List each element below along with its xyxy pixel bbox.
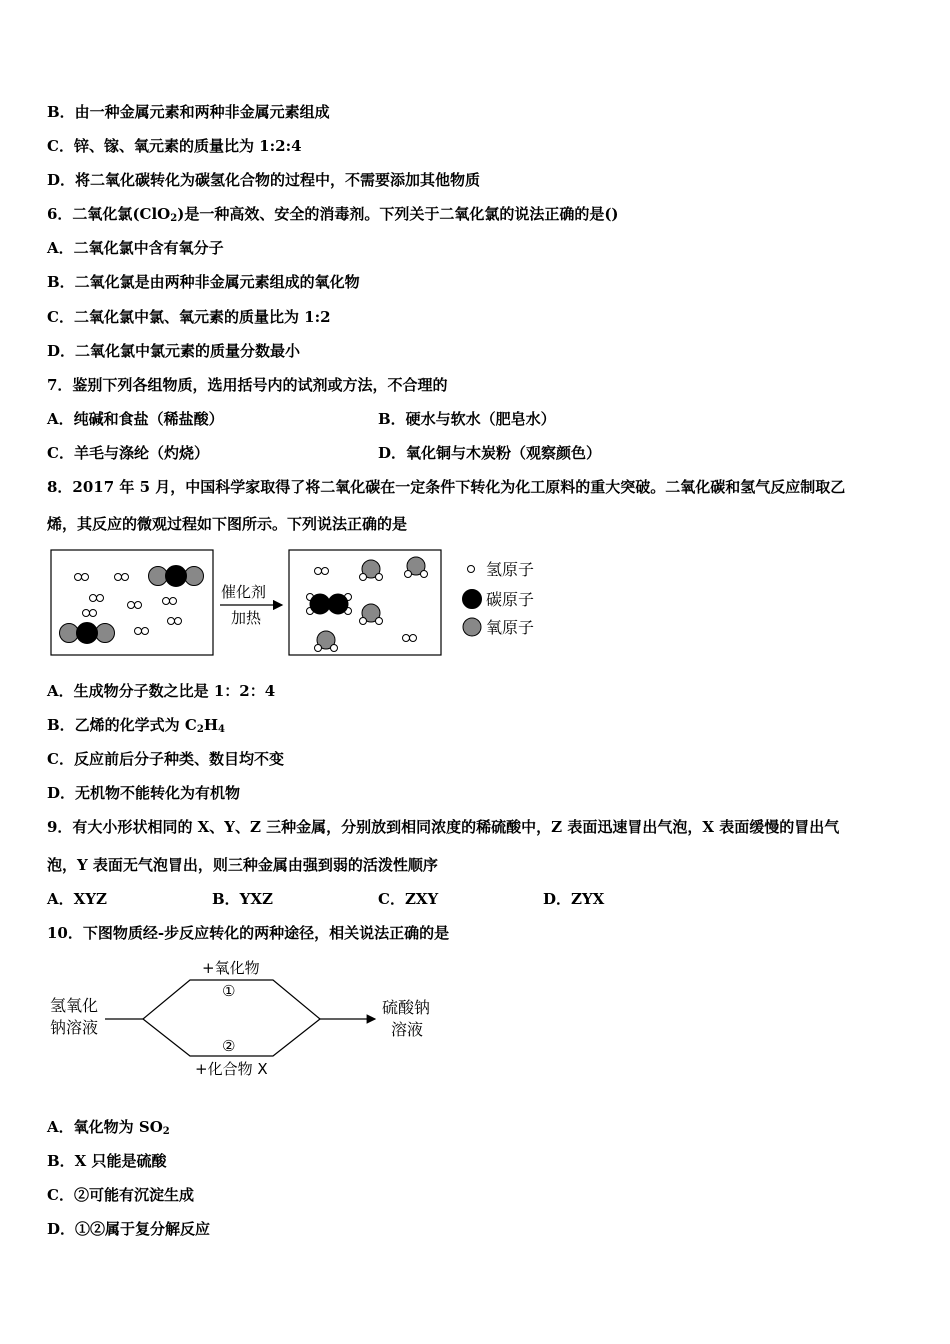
route-1-reagent: +氧化物 (202, 959, 260, 977)
legend-hydrogen: 氢原子 (486, 560, 535, 579)
q7-option-c: C．羊毛与涤纶（灼烧） (47, 444, 209, 462)
route-1-marker: ① (222, 982, 236, 1000)
q10-route-diagram (45, 952, 445, 1082)
end-substance-line2: 溶液 (391, 1020, 424, 1039)
q8-stem-line2: 烯，其反应的微观过程如下图所示。下列说法正确的是 (47, 515, 408, 533)
q8-option-a: A．生成物分子数之比是 1：2：4 (47, 682, 276, 700)
oxygen-atom-legend-icon (463, 618, 481, 636)
q9-option-d: D．ZYX (543, 890, 605, 908)
q8-stem-line1: 8．2017 年 5 月，中国科学家取得了将二氧化碳在一定条件下转化为化工原料的重大突破。二氧化碳和氢气反应制取乙 (47, 478, 846, 496)
q5-option-d: D．将二氧化碳转化为碳氢化合物的过程中，不需要添加其他物质 (47, 171, 481, 189)
q7-stem: 7．鉴别下列各组物质，选用括号内的试剂或方法，不合理的 (47, 376, 448, 394)
q7-option-d: D．氧化铜与木炭粉（观察颜色） (378, 444, 602, 462)
start-substance-line1: 氢氧化 (50, 996, 99, 1015)
q10-option-c: C．②可能有沉淀生成 (47, 1186, 194, 1204)
hydrogen-atom-legend-icon (468, 566, 475, 573)
carbon-atom-legend-icon (463, 590, 482, 609)
q9-option-b: B．YXZ (212, 890, 273, 908)
q9-option-c: C．ZXY (378, 890, 439, 908)
q9-stem-line1: 9．有大小形状相同的 X、Y、Z 三种金属，分别放到相同浓度的稀硫酸中，Z 表面迅速冒出气泡，X 表面缓慢的冒出气 (47, 818, 840, 836)
q10-option-a: A．氧化物为 $SO_2$ (47, 1118, 170, 1137)
q8-option-d: D．无机物不能转化为有机物 (47, 784, 241, 802)
route-2-marker: ② (222, 1037, 236, 1055)
legend-carbon: 碳原子 (486, 590, 535, 609)
q8-option-c: C．反应前后分子种类、数目均不变 (47, 750, 284, 768)
q7-option-b: B．硬水与软水（肥皂水） (378, 410, 556, 428)
q8-option-b: B．乙烯的化学式为 $C_2H_4$ (47, 716, 225, 735)
q5-option-c: C．锌、镓、氧元素的质量比为 1:2:4 (47, 137, 302, 155)
start-substance-line2: 钠溶液 (50, 1018, 99, 1037)
condition-catalyst: 催化剂 (221, 583, 267, 601)
co2-molecule (149, 566, 204, 587)
co2-molecule (60, 623, 115, 644)
q6-option-d: D．二氧化氯中氯元素的质量分数最小 (47, 342, 301, 360)
q5-option-b: B．由一种金属元素和两种非金属元素组成 (47, 103, 330, 121)
q10-option-d: D．①②属于复分解反应 (47, 1220, 211, 1238)
q6-option-c: C．二氧化氯中氯、氧元素的质量比为 1:2 (47, 308, 331, 326)
q6-option-a: A．二氧化氯中含有氧分子 (47, 239, 224, 257)
route-2-reagent: +化合物 X (195, 1060, 268, 1078)
q9-stem-line2: 泡，Y 表面无气泡冒出，则三种金属由强到弱的活泼性顺序 (47, 856, 438, 874)
q6-option-b: B．二氧化氯是由两种非金属元素组成的氧化物 (47, 273, 360, 291)
legend-oxygen: 氧原子 (486, 618, 535, 637)
condition-heat: 加热 (231, 609, 262, 627)
end-substance-line1: 硫酸钠 (382, 998, 431, 1017)
q6-stem: 6．二氧化氯(ClO$_2$)是一种高效、安全的消毒剂。下列关于二氧化氯的说法正确的是() (47, 205, 619, 224)
q10-stem: 10．下图物质经-步反应转化的两种途径，相关说法正确的是 (47, 924, 450, 942)
q9-option-a: A．XYZ (47, 890, 107, 908)
q10-option-b: B．X 只能是硫酸 (47, 1152, 167, 1170)
q7-option-a: A．纯碱和食盐（稀盐酸） (47, 410, 224, 428)
q8-reaction-diagram (48, 545, 548, 660)
